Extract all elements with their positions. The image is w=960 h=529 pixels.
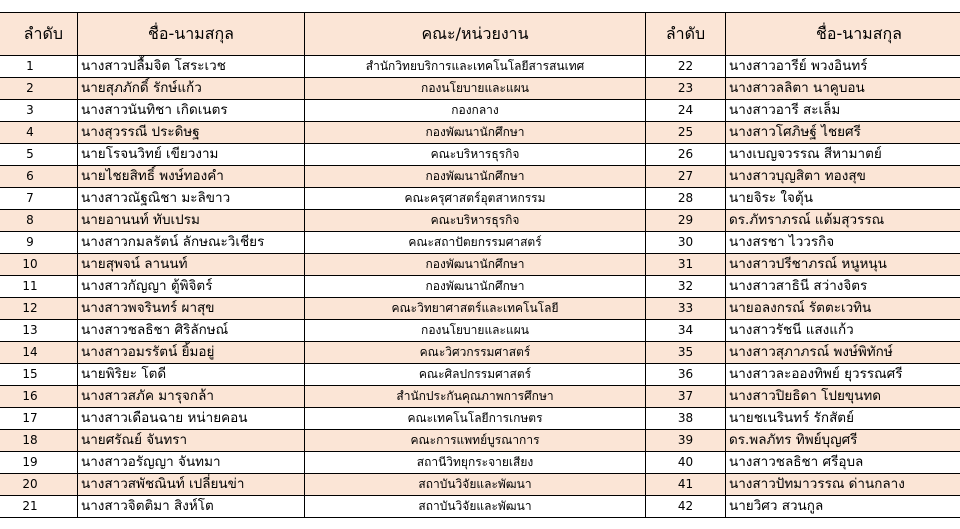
header-order-left[interactable]: ลำดับ xyxy=(0,13,78,56)
department-cell[interactable]: คณะวิทยาศาสตร์และเทคโนโลยี xyxy=(305,298,646,320)
header-name-left[interactable]: ชื่อ-นามสกุล xyxy=(78,13,305,56)
name-right-cell[interactable]: นางสาวปรีชาภรณ์ หนูหนุน xyxy=(726,254,960,276)
department-cell[interactable]: คณะการแพทย์บูรณาการ xyxy=(305,430,646,452)
name-right-cell[interactable]: นางสาวรัชนี แสงแก้ว xyxy=(726,320,960,342)
department-cell[interactable]: สถาบันวิจัยและพัฒนา xyxy=(305,496,646,518)
department-cell[interactable]: คณะครุศาสตร์อุตสาหกรรม xyxy=(305,188,646,210)
name-left-cell[interactable]: นางสาวเดือนฉาย หน่ายคอน xyxy=(78,408,305,430)
spreadsheet xyxy=(0,12,960,518)
name-left-cell[interactable]: นายสุพจน์ ลานนท์ xyxy=(78,254,305,276)
name-left-cell[interactable]: นายโรจนวิทย์ เขียวงาม xyxy=(78,144,305,166)
department-cell[interactable]: กองนโยบายและแผน xyxy=(305,78,646,100)
name-left-cell[interactable]: นางสาวกมลรัตน์ ลักษณะวิเชียร xyxy=(78,232,305,254)
table-row xyxy=(0,408,960,430)
table-row xyxy=(0,122,960,144)
order-left-cell[interactable]: 7 xyxy=(0,188,78,210)
name-right-cell[interactable]: นางสาวสุภาภรณ์ พงษ์พิทักษ์ xyxy=(726,342,960,364)
name-left-cell[interactable]: นางสุวรรณี ประดิษฐ xyxy=(78,122,305,144)
department-cell[interactable]: กองพัฒนานักศึกษา xyxy=(305,254,646,276)
name-left-cell[interactable]: นางสาวสพัชณินท์ เปลี่ยนข่า xyxy=(78,474,305,496)
order-left-cell[interactable]: 3 xyxy=(0,100,78,122)
name-right-cell[interactable]: นางสาวลลิตา นาคูบอน xyxy=(726,78,960,100)
department-cell[interactable]: กองนโยบายและแผน xyxy=(305,320,646,342)
name-right-cell[interactable]: นายอลงกรณ์ รัตตะเวทิน xyxy=(726,298,960,320)
order-left-cell[interactable]: 4 xyxy=(0,122,78,144)
order-left-cell[interactable]: 21 xyxy=(0,496,78,518)
name-left-cell[interactable]: นางสาวอรัญญา จันทมา xyxy=(78,452,305,474)
participant-table xyxy=(0,12,960,518)
table-row xyxy=(0,188,960,210)
table-row xyxy=(0,320,960,342)
table-row xyxy=(0,364,960,386)
order-left-cell[interactable]: 18 xyxy=(0,430,78,452)
table-row xyxy=(0,430,960,452)
name-left-cell[interactable]: นางสาวปลื้มจิต โสระเวช xyxy=(78,56,305,78)
order-left-cell[interactable]: 20 xyxy=(0,474,78,496)
order-left-cell[interactable]: 13 xyxy=(0,320,78,342)
order-right-cell[interactable]: 34 xyxy=(646,320,726,342)
table-row xyxy=(0,56,960,78)
table-row xyxy=(0,166,960,188)
name-right-cell[interactable]: นายชเนรินทร์ รักสัตย์ xyxy=(726,408,960,430)
order-right-cell[interactable]: 25 xyxy=(646,122,726,144)
name-left-cell[interactable]: นางสาวจิตติมา สิงห์โต xyxy=(78,496,305,518)
order-right-cell[interactable]: 22 xyxy=(646,56,726,78)
order-right-cell[interactable]: 35 xyxy=(646,342,726,364)
order-left-cell[interactable]: 10 xyxy=(0,254,78,276)
table-row xyxy=(0,144,960,166)
order-right-cell[interactable]: 32 xyxy=(646,276,726,298)
order-right-cell[interactable]: 36 xyxy=(646,364,726,386)
table-row xyxy=(0,452,960,474)
order-left-cell[interactable]: 6 xyxy=(0,166,78,188)
name-right-cell[interactable]: นางสาวอารีย์ พวงอินทร์ xyxy=(726,56,960,78)
department-cell[interactable]: สำนักประกันคุณภาพการศึกษา xyxy=(305,386,646,408)
order-left-cell[interactable]: 12 xyxy=(0,298,78,320)
department-cell[interactable]: คณะบริหารธุรกิจ xyxy=(305,210,646,232)
department-cell[interactable]: สถานีวิทยุกระจายเสียง xyxy=(305,452,646,474)
table-row xyxy=(0,474,960,496)
order-left-cell[interactable]: 9 xyxy=(0,232,78,254)
header-row xyxy=(0,13,960,56)
name-right-cell[interactable]: นายจิระ ใจตุ้น xyxy=(726,188,960,210)
table-row xyxy=(0,210,960,232)
name-right-cell[interactable]: นางสาวโศภิษฐ์ ไชยศรี xyxy=(726,122,960,144)
name-left-cell[interactable]: นายศรัณย์ จันทรา xyxy=(78,430,305,452)
name-left-cell[interactable]: นายพิริยะ โตดี xyxy=(78,364,305,386)
order-left-cell[interactable]: 5 xyxy=(0,144,78,166)
table-row xyxy=(0,100,960,122)
name-left-cell[interactable]: นายไชยสิทธิ์ พงษ์ทองคำ xyxy=(78,166,305,188)
table-row xyxy=(0,254,960,276)
table-row xyxy=(0,342,960,364)
table-row xyxy=(0,276,960,298)
name-left-cell[interactable]: นางสาวอมรรัตน์ ยิ้มอยู่ xyxy=(78,342,305,364)
order-right-cell[interactable]: 42 xyxy=(646,496,726,518)
name-left-cell[interactable]: นายสุภภักดิ์ รักษ์แก้ว xyxy=(78,78,305,100)
name-right-cell[interactable]: นางเบญจวรรณ สีหามาตย์ xyxy=(726,144,960,166)
order-left-cell[interactable]: 17 xyxy=(0,408,78,430)
name-right-cell[interactable]: นางสาวอารี สะเล็ม xyxy=(726,100,960,122)
order-right-cell[interactable]: 37 xyxy=(646,386,726,408)
department-cell[interactable]: คณะบริหารธุรกิจ xyxy=(305,144,646,166)
order-right-cell[interactable]: 40 xyxy=(646,452,726,474)
order-left-cell[interactable]: 8 xyxy=(0,210,78,232)
order-left-cell[interactable]: 11 xyxy=(0,276,78,298)
order-right-cell[interactable]: 24 xyxy=(646,100,726,122)
department-cell[interactable]: สถาบันวิจัยและพัฒนา xyxy=(305,474,646,496)
department-cell[interactable]: คณะเทคโนโลยีการเกษตร xyxy=(305,408,646,430)
department-cell[interactable]: คณะศิลปกรรมศาสตร์ xyxy=(305,364,646,386)
department-cell[interactable]: กองพัฒนานักศึกษา xyxy=(305,166,646,188)
department-cell[interactable]: กองพัฒนานักศึกษา xyxy=(305,122,646,144)
name-left-cell[interactable]: นางสาวชลธิชา ศิริลักษณ์ xyxy=(78,320,305,342)
name-left-cell[interactable]: นายอานนท์ ทับเปรม xyxy=(78,210,305,232)
order-right-cell[interactable]: 28 xyxy=(646,188,726,210)
name-right-cell[interactable]: นางสาวปัทมาวรรณ ด่านกลาง xyxy=(726,474,960,496)
order-right-cell[interactable]: 31 xyxy=(646,254,726,276)
order-left-cell[interactable]: 14 xyxy=(0,342,78,364)
name-left-cell[interactable]: นางสาวกัญญา ตู้พิจิตร์ xyxy=(78,276,305,298)
table-row xyxy=(0,232,960,254)
order-right-cell[interactable]: 33 xyxy=(646,298,726,320)
order-right-cell[interactable]: 30 xyxy=(646,232,726,254)
order-right-cell[interactable]: 29 xyxy=(646,210,726,232)
table-row xyxy=(0,496,960,518)
order-left-cell[interactable]: 19 xyxy=(0,452,78,474)
table-row xyxy=(0,78,960,100)
department-cell[interactable]: คณะวิศวกรรมศาสตร์ xyxy=(305,342,646,364)
order-left-cell[interactable]: 15 xyxy=(0,364,78,386)
header-order-right[interactable]: ลำดับ xyxy=(646,13,726,56)
name-right-cell[interactable]: นายวิศว สวนกูล xyxy=(726,496,960,518)
order-left-cell[interactable]: 1 xyxy=(0,56,78,78)
order-right-cell[interactable]: 27 xyxy=(646,166,726,188)
order-left-cell[interactable]: 2 xyxy=(0,78,78,100)
table-row xyxy=(0,386,960,408)
name-right-cell[interactable]: ดร.ภัทราภรณ์ แต้มสุวรรณ xyxy=(726,210,960,232)
name-right-cell[interactable]: นางสาวละอองทิพย์ ยุวรรณศรี xyxy=(726,364,960,386)
order-left-cell[interactable]: 16 xyxy=(0,386,78,408)
order-right-cell[interactable]: 39 xyxy=(646,430,726,452)
order-right-cell[interactable]: 23 xyxy=(646,78,726,100)
name-right-cell[interactable]: ดร.พลภัทร ทิพย์บุญศรี xyxy=(726,430,960,452)
order-right-cell[interactable]: 38 xyxy=(646,408,726,430)
name-right-cell[interactable]: นางสาวบุญสิตา ทองสุข xyxy=(726,166,960,188)
name-right-cell[interactable]: นางสาวปิยธิดา โปยขุนทด xyxy=(726,386,960,408)
header-name-right[interactable]: ชื่อ-นามสกุล xyxy=(726,13,960,56)
name-left-cell[interactable]: นางสาวสภัค มารุจกล้า xyxy=(78,386,305,408)
name-right-cell[interactable]: นางสาวชลธิชา ศรีอุบล xyxy=(726,452,960,474)
order-right-cell[interactable]: 41 xyxy=(646,474,726,496)
name-left-cell[interactable]: นางสาวนันทิชา เกิดเนตร xyxy=(78,100,305,122)
department-cell[interactable]: สำนักวิทยบริการและเทคโนโลยีสารสนเทศ xyxy=(305,56,646,78)
department-cell[interactable]: คณะสถาปัตยกรรมศาสตร์ xyxy=(305,232,646,254)
name-left-cell[interactable]: นางสาวพจรินทร์ ผาสุข xyxy=(78,298,305,320)
header-department[interactable]: คณะ/หน่วยงาน xyxy=(305,13,646,56)
table-row xyxy=(0,298,960,320)
table-body xyxy=(0,56,960,518)
name-left-cell[interactable]: นางสาวณัฐณิชา มะลิขาว xyxy=(78,188,305,210)
department-cell[interactable]: กองกลาง xyxy=(305,100,646,122)
name-right-cell[interactable]: นางสาวสาธินี สว่างจิตร xyxy=(726,276,960,298)
name-right-cell[interactable]: นางสรชา ไววรกิจ xyxy=(726,232,960,254)
department-cell[interactable]: กองพัฒนานักศึกษา xyxy=(305,276,646,298)
order-right-cell[interactable]: 26 xyxy=(646,144,726,166)
